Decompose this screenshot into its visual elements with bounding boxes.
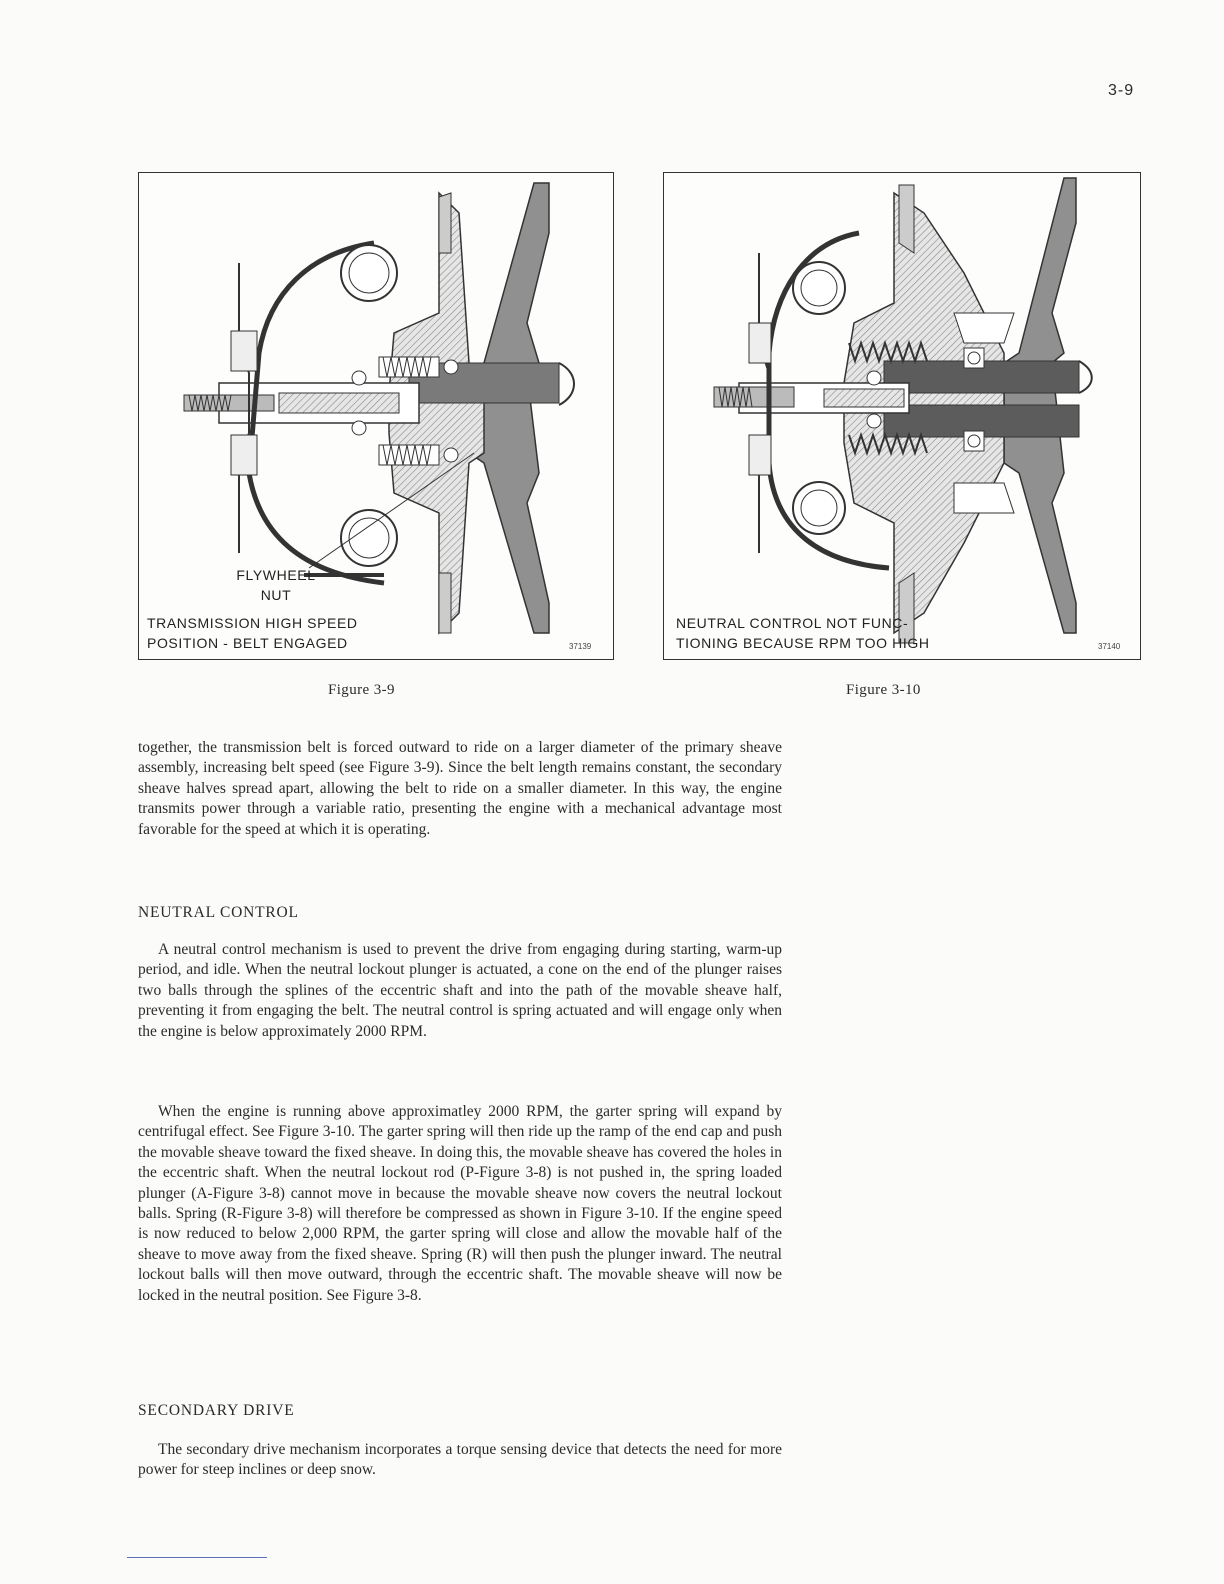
flywheel-nut-label [231,565,321,605]
figure-3-9-label [147,613,358,653]
caption-figure-3-10: Figure 3-10 [846,682,921,698]
neutral-text-2: When the engine is running above approximatley 2000 RPM, the garter spring will expand by centrifugal effect. See Figure 3-10. The garter spring will then ride up the ramp of the end cap and push the movable sheave toward the fixed sheave. In doing this, the movable sheave has covered the holes in the eccentric shaft. When the neutral lockout rod (P-Figure 3-8) is not pushed in, the spring loaded plunger (A-Figure 3-8) cannot move in because the movable sheave now covers the neutral lockout balls. Spring (R-Figure 3-8) will therefore be compressed as shown in Figure 3-10. If the engine speed is now reduced to below 2,000 RPM, the garter spring will close and allow the movable half of the sheave to move away from the fixed sheave. Spring (R) will then push the plunger inward. The neutral lockout balls will then move outward, through the eccentric shaft. The movable sheave will now be locked in the neutral position. See Figure 3-8. [138,1103,782,1304]
transmission-high-speed-diagram [139,173,613,659]
neutral-paragraph-1 [138,940,782,1042]
neutral-control-heading: NEUTRAL CONTROL [138,904,299,921]
neutral-text-1: A neutral control mechanism is used to prevent the drive from engaging during starting, warm-up period, and idle. When the neutral lockout plunger is actuated, a cone on the end of the plunger raises two balls through the splines of the eccentric shaft and into the path of the movable sheave half, preventing it from engaging the belt. The neutral control is spring actuated and will engage only when the engine is below approximately 2000 RPM. [138,941,782,1040]
figure-3-9 [138,172,614,660]
intro-text: together, the transmission belt is forced outward to ride on a larger diameter of the primary sheave assembly, increasing belt speed (see Figure 3-9). Since the belt length remains constant, the secondary sheave halves spread apart, allowing the belt to ride on a smaller diameter. In this way, the engine transmits power through a variable ratio, presenting the engine with a mechanical advantage most favorable for the speed at which it is operating. [138,739,782,838]
drawing-id-37139: 37139 [569,642,592,651]
figure-3-9-label-line-1: TRANSMISSION HIGH SPEED [147,615,358,631]
flywheel-nut-line-1: FLYWHEEL [236,567,316,583]
figure-3-10-label-line-1: NEUTRAL CONTROL NOT FUNC- [676,615,909,631]
secondary-paragraph-1 [138,1440,782,1481]
figure-3-10 [663,172,1141,660]
secondary-text-1: The secondary drive mechanism incorporates a torque sensing device that detects the need for more power for steep inclines or deep snow. [138,1441,782,1479]
flywheel-nut-line-2: NUT [260,587,292,603]
page-number: 3-9 [1108,82,1135,99]
secondary-drive-heading: SECONDARY DRIVE [138,1402,295,1419]
caption-figure-3-9: Figure 3-9 [328,682,395,698]
neutral-paragraph-2 [138,1102,782,1306]
figure-3-10-label [676,613,930,653]
figure-3-9-label-line-2: POSITION - BELT ENGAGED [147,635,348,651]
intro-paragraph [138,738,782,840]
drawing-id-37140: 37140 [1098,642,1121,651]
figure-3-10-label-line-2: TIONING BECAUSE RPM TOO HIGH [676,635,930,651]
footer-rule [127,1557,267,1558]
neutral-control-diagram [664,173,1140,659]
